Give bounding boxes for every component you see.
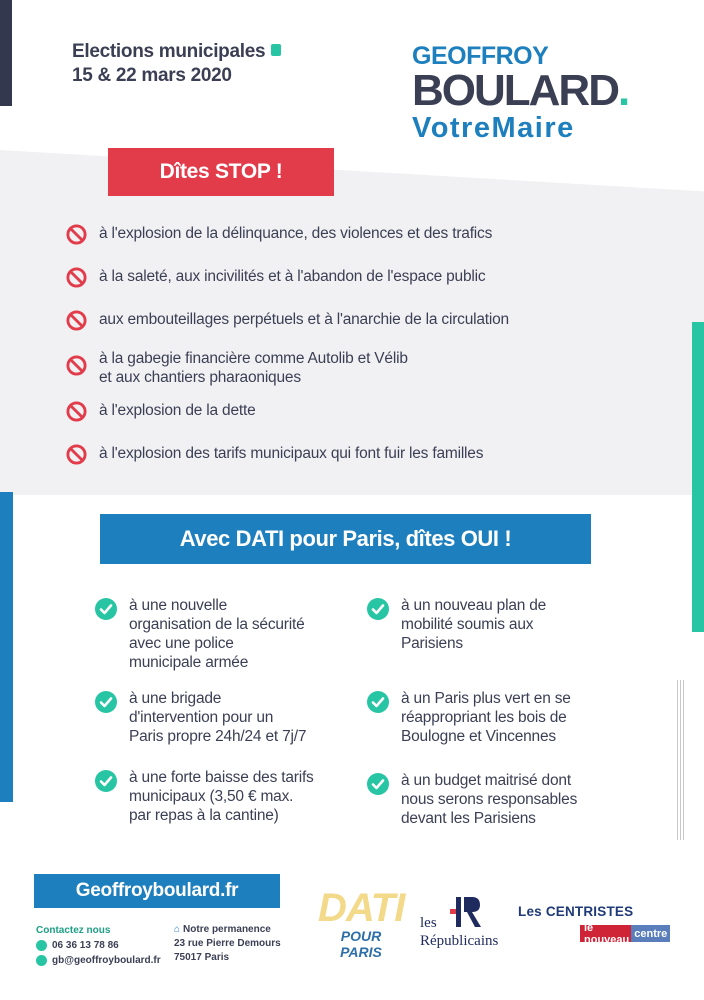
check-icon <box>95 598 117 620</box>
address-line2: 75017 Paris <box>174 952 230 963</box>
yes-item-left: à une nouvelle organisation de la sécurité avec une police municipale armée <box>95 596 339 672</box>
check-icon <box>367 598 389 620</box>
stop-item: à l'explosion de la dette <box>66 401 256 422</box>
elections-line2: 15 & 22 mars 2020 <box>72 65 232 86</box>
yes-item-right: à un nouveau plan de mobilité soumis aux Parisiens <box>367 596 611 653</box>
dati-pour-paris-logo: DATI POUR PARIS <box>318 886 405 960</box>
elections-heading <box>72 40 281 88</box>
blue-accent-bar <box>0 492 13 802</box>
check-icon <box>367 773 389 795</box>
check-icon <box>95 770 117 792</box>
phone-row <box>36 940 119 951</box>
phone-icon <box>36 940 47 951</box>
elections-line1: Elections municipales <box>72 41 266 62</box>
stop-item: aux embouteillages perpétuels et à l'anarchie de la circulation <box>66 310 509 331</box>
yes-item-right: à un Paris plus vert en se réappropriant les bois de Boulogne et Vincennes <box>367 689 611 746</box>
permanence-title: Notre permanence <box>183 924 271 935</box>
email-address[interactable]: gb@geoffroyboulard.fr <box>52 955 161 966</box>
nouveau-centre-logo: le nouveau centre <box>580 925 670 942</box>
yes-item-right: à un budget maitrisé dont nous serons responsables devant les Parisiens <box>367 771 611 828</box>
yes-banner: Avec DATI pour Paris, dîtes OUI ! <box>100 514 591 564</box>
navy-accent-bar <box>0 0 12 106</box>
yes-item-left: à une forte baisse des tarifs municipaux (3,50 € max. par repas à la cantine) <box>95 768 339 825</box>
stop-item: à l'explosion de la délinquance, des violences et des trafics <box>66 224 492 245</box>
logo-first-name: GEOFFROY <box>412 42 549 70</box>
stop-item: à la saleté, aux incivilités et à l'abandon de l'espace public <box>66 267 485 288</box>
prohibited-icon <box>66 355 87 376</box>
address-line1: 23 rue Pierre Demours <box>174 938 281 949</box>
stop-item: à la gabegie financière comme Autolib et Vélib et aux chantiers pharaoniques <box>66 349 408 387</box>
yes-item-left: à une brigade d'intervention pour un Paris propre 24h/24 et 7j/7 <box>95 689 339 746</box>
prohibited-icon <box>66 310 87 331</box>
legal-mention <box>676 680 684 840</box>
prohibited-icon <box>66 224 87 245</box>
stop-item: à l'explosion des tarifs municipaux qui font fuir les familles <box>66 444 483 465</box>
phone-number[interactable]: 06 36 13 78 86 <box>52 940 119 951</box>
green-accent-bar <box>692 322 704 632</box>
check-icon <box>95 691 117 713</box>
prohibited-icon <box>66 267 87 288</box>
stop-banner: Dîtes STOP ! <box>108 148 334 196</box>
mail-icon <box>36 955 47 966</box>
prohibited-icon <box>66 401 87 422</box>
logo-last-name: BOULARD. <box>412 66 629 115</box>
logo-tagline: VotreMaire <box>412 112 575 144</box>
contact-title: Contactez nous <box>36 925 111 936</box>
house-icon: ⌂ <box>174 924 181 935</box>
prohibited-icon <box>66 444 87 465</box>
permanence-block <box>174 923 281 965</box>
ballot-icon <box>271 44 281 56</box>
website-link[interactable]: Geoffroyboulard.fr <box>34 874 280 908</box>
email-row <box>36 955 161 966</box>
les-centristes-logo: Les CENTRISTES <box>518 904 634 919</box>
candidate-logo <box>412 42 642 144</box>
check-icon <box>367 691 389 713</box>
lr-mark-icon <box>450 895 484 929</box>
